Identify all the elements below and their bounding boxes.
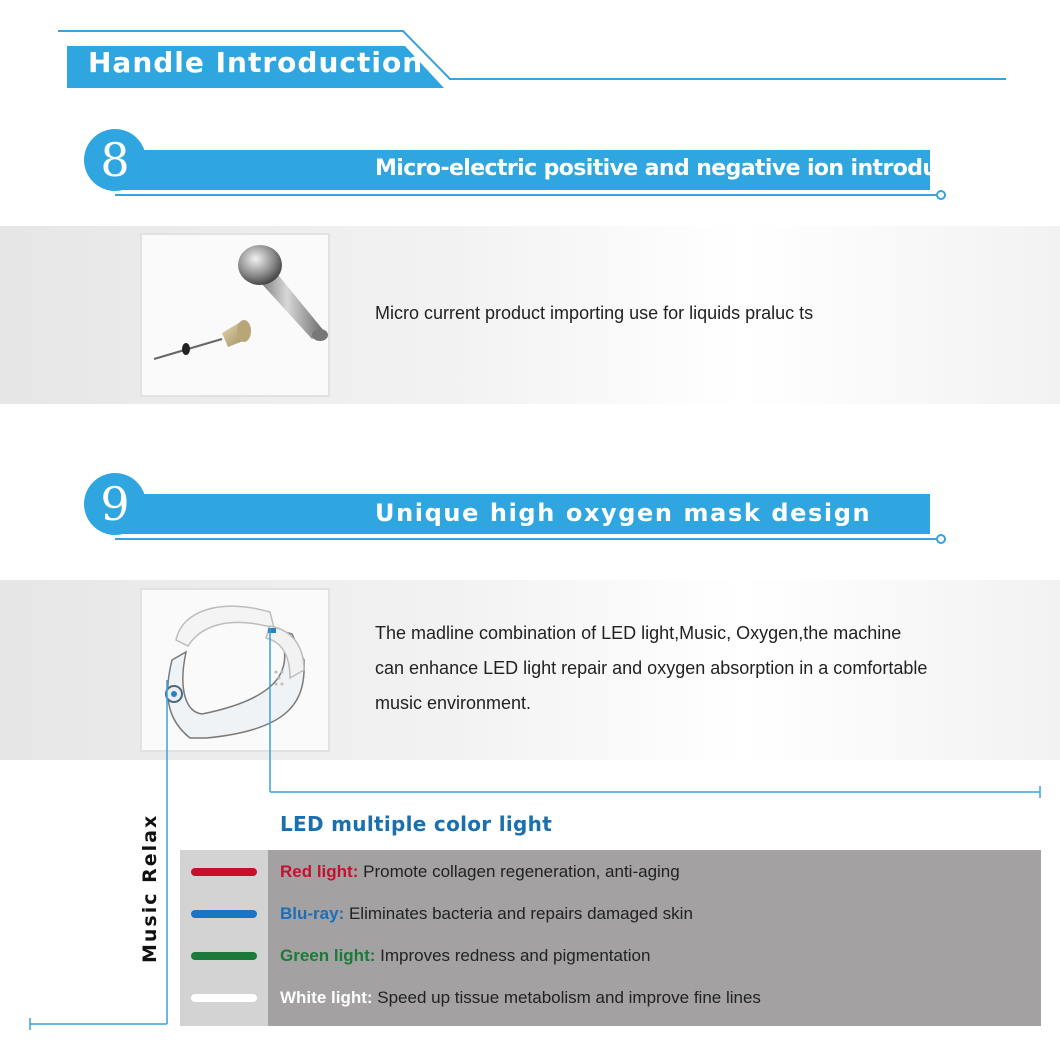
led-item-green xyxy=(280,946,650,966)
ion-handles-icon xyxy=(142,235,328,395)
description-line: music environment. xyxy=(375,693,532,713)
led-item-name: Red light: xyxy=(280,862,359,881)
led-item-white xyxy=(280,988,761,1008)
led-heading: LED multiple color light xyxy=(280,812,553,836)
led-item-name: Blu-ray: xyxy=(280,904,345,923)
section-8-number: 8 xyxy=(84,129,146,191)
led-item-text: Promote collagen regeneration, anti-aging xyxy=(358,862,680,881)
section-9-underline xyxy=(0,524,1060,548)
section-8-description xyxy=(375,296,813,331)
led-item-text: Improves redness and pigmentation xyxy=(375,946,651,965)
description-line: Micro current product importing use for liquids praluc ts xyxy=(375,303,814,323)
red-swatch xyxy=(191,868,257,876)
led-item-name: Green light: xyxy=(280,946,376,965)
led-item-text: Eliminates bacteria and repairs damaged skin xyxy=(344,904,693,923)
section-9-title: Unique high oxygen mask design xyxy=(375,499,872,527)
led-item-blue xyxy=(280,904,693,924)
led-item-red xyxy=(280,862,680,882)
section-8-underline xyxy=(0,180,1060,204)
description-line: can enhance LED light repair and oxygen absorption in a comfortable xyxy=(375,658,928,678)
header-title: Handle Introduction xyxy=(88,46,424,79)
led-item-name: White light: xyxy=(280,988,373,1007)
white-swatch xyxy=(191,994,257,1002)
section-8-title: Micro-electric positive and negative ion introduction xyxy=(375,156,997,181)
ion-handles-photo xyxy=(140,233,330,397)
description-line: The madline combination of LED light,Music, Oxygen,the machine xyxy=(375,623,902,643)
led-item-text: Speed up tissue metabolism and improve fine lines xyxy=(372,988,761,1007)
blue-swatch xyxy=(191,910,257,918)
section-9-number: 9 xyxy=(84,473,146,535)
green-swatch xyxy=(191,952,257,960)
music-relax-label: Music Relax xyxy=(139,813,161,963)
